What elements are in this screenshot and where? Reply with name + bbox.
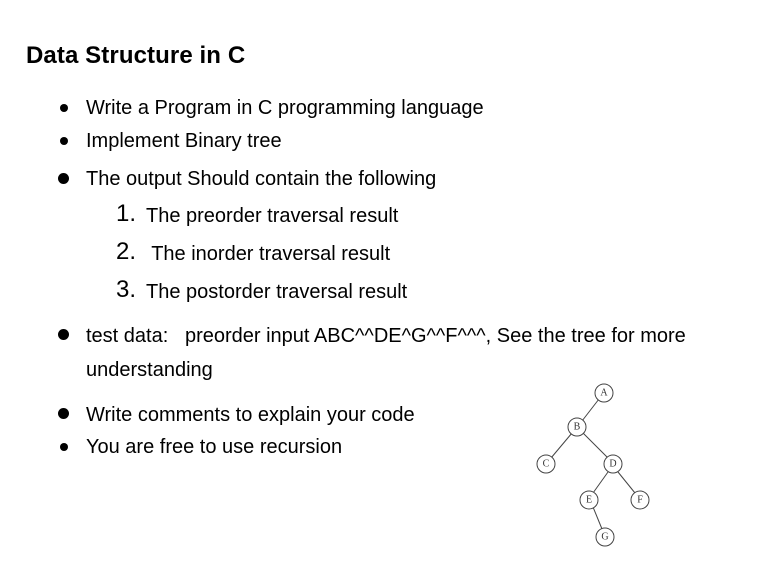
tree-node-label: C xyxy=(542,458,550,470)
list-number: 1. xyxy=(116,200,137,227)
tree-node-label: D xyxy=(609,458,617,470)
tree-node-label: G xyxy=(601,531,609,543)
page-title: Data Structure in C xyxy=(26,42,246,69)
tree-edge xyxy=(618,472,635,493)
bullet-text: Write comments to explain your code xyxy=(86,404,415,426)
tree-node-label: A xyxy=(600,387,608,399)
tree-edge xyxy=(582,399,599,421)
bullet-dot xyxy=(58,329,69,340)
bullet-dot xyxy=(60,443,68,451)
tree-edge xyxy=(593,472,608,493)
bullet-text: Implement Binary tree xyxy=(86,130,282,152)
list-item-text: The inorder traversal result xyxy=(146,243,391,265)
list-item-text: The preorder traversal result xyxy=(146,205,399,227)
bullet-text: Write a Program in C programming language xyxy=(86,97,484,119)
bullet-dot xyxy=(58,408,69,419)
bullet-text: You are free to use recursion xyxy=(86,436,343,458)
binary-tree-diagram xyxy=(520,378,680,550)
list-number: 3. xyxy=(116,276,137,303)
list-number: 2. xyxy=(116,238,137,265)
tree-edge xyxy=(593,507,602,529)
tree-node-label: B xyxy=(573,421,581,433)
bullet-text: test data: preorder input ABC^^DE^G^^F^^^, See the tree for more xyxy=(86,325,686,347)
tree-edge xyxy=(583,433,608,458)
bullet-dot xyxy=(60,137,68,145)
bullet-dot xyxy=(60,104,68,112)
bullet-text-continuation: understanding xyxy=(86,359,213,381)
bullet-text: The output Should contain the following xyxy=(86,168,437,190)
tree-node-label: E xyxy=(585,494,593,506)
list-item-text: The postorder traversal result xyxy=(146,281,408,303)
tree-edge xyxy=(551,433,572,458)
bullet-dot xyxy=(58,173,69,184)
tree-node-label: F xyxy=(637,494,643,506)
